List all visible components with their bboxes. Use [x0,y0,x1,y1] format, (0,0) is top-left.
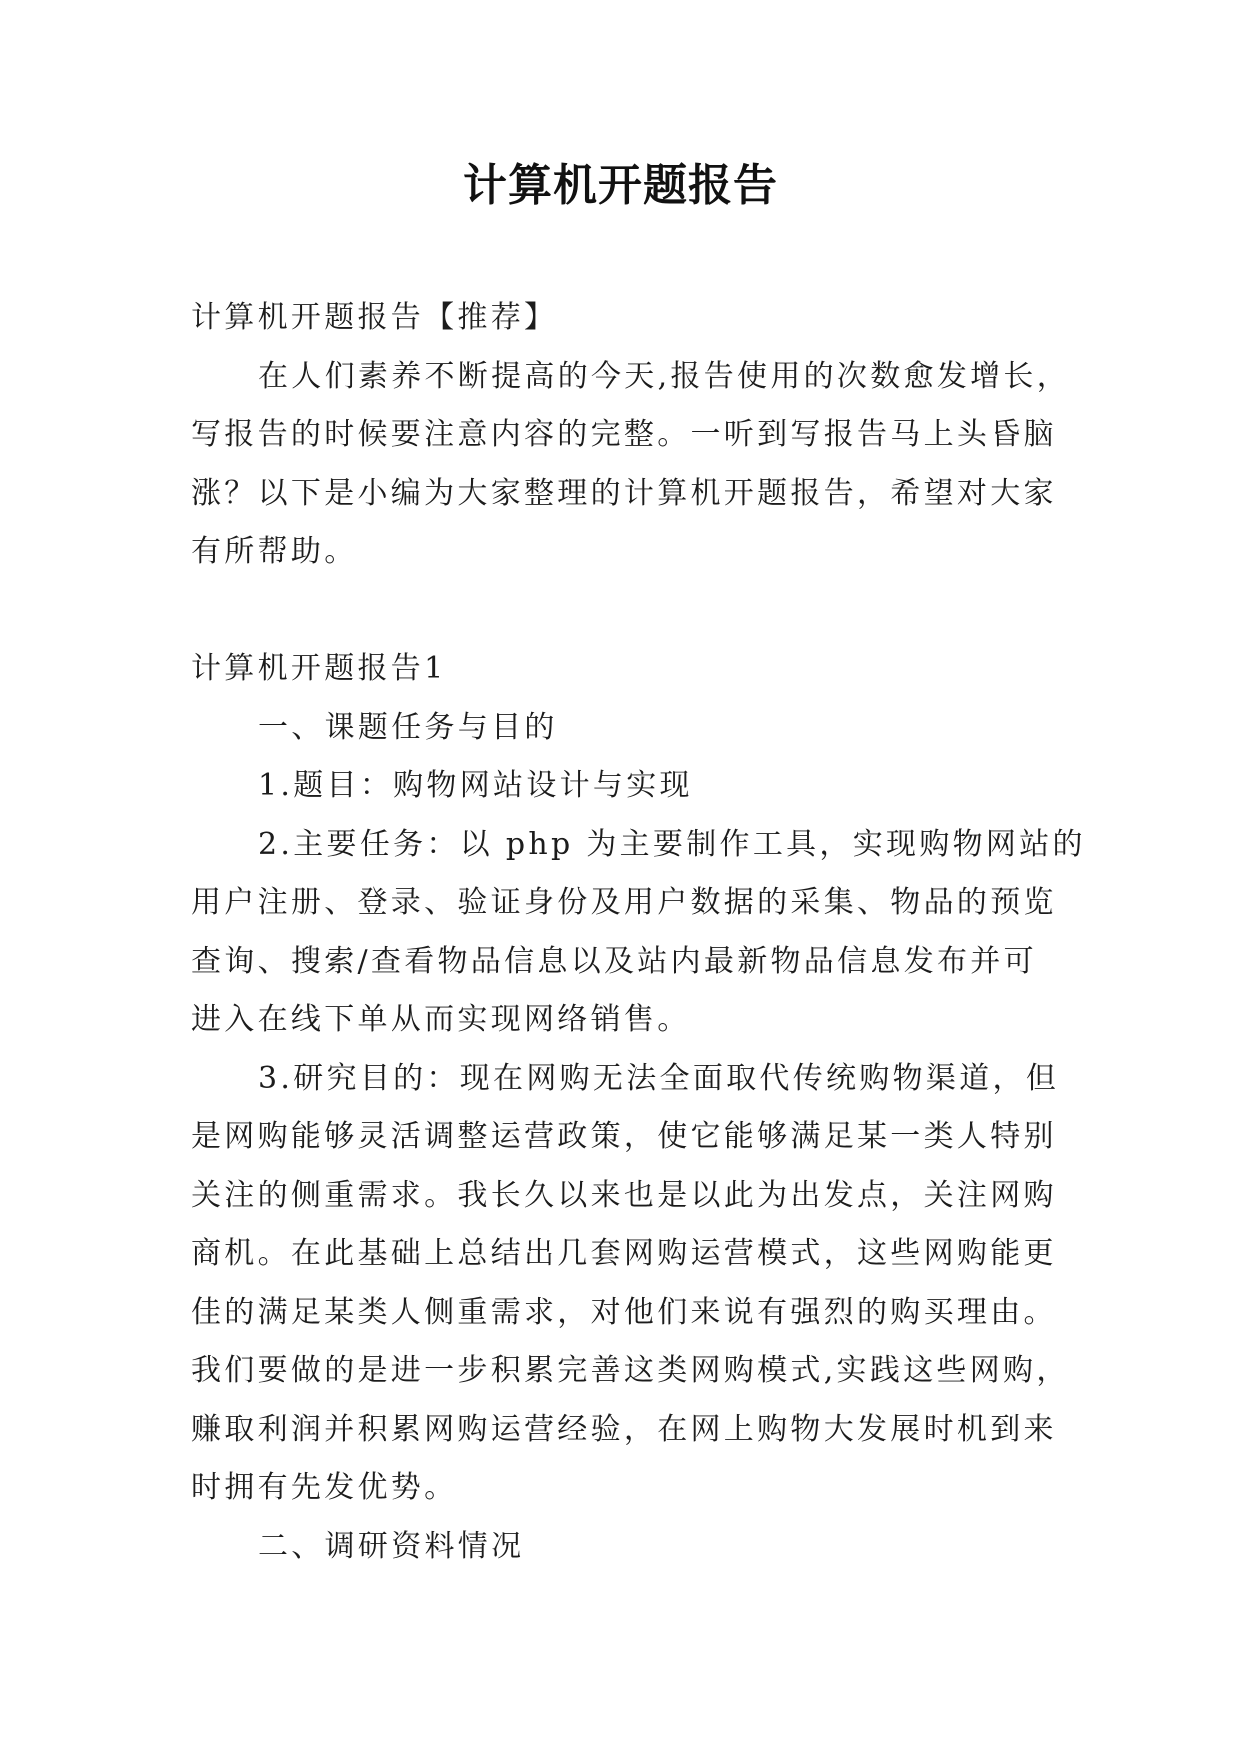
item3-research-purpose-paragraph [191,1050,1131,1518]
intro-line: 有所帮助。 [191,534,358,569]
item3-line: 关注的侧重需求。我长久以来也是以此为出发点，关注网购 [191,1177,1057,1213]
subtitle: 计算机开题报告【推荐】 [191,300,558,335]
section1-heading: 一、课题任务与目的 [258,709,558,745]
item3-line: 赚取利润并积累网购运营经验，在网上购物大发展时机到来 [191,1411,1057,1447]
item3-line: 佳的满足某类人侧重需求，对他们来说有强烈的购买理由。 [191,1294,1057,1330]
item3-line: 我们要做的是进一步积累完善这类网购模式,实践这些网购， [191,1353,1070,1388]
item3-line: 3.研究目的：现在网购无法全面取代传统购物渠道，但 [258,1060,1060,1096]
report1-heading: 计算机开题报告1 [191,651,447,686]
intro-paragraph [191,348,1131,582]
item3-line: 商机。在此基础上总结出几套网购运营模式，这些网购能更 [191,1236,1057,1271]
section2-heading: 二、调研资料情况 [258,1528,525,1564]
intro-line: 涨？以下是小编为大家整理的计算机开题报告，希望对大家 [191,475,1057,511]
item3-line: 时拥有先发优势。 [191,1470,458,1505]
item2-line: 进入在线下单从而实现网络销售。 [191,1002,691,1037]
item2-line: 2.主要任务：以 php 为主要制作工具，实现购物网站的 [258,826,1086,862]
item2-line: 用户注册、登录、验证身份及用户数据的采集、物品的预览 [191,885,1057,920]
intro-line: 在人们素养不断提高的今天,报告使用的次数愈发增长， [258,358,1071,394]
document-title: 计算机开题报告 [463,160,778,211]
item3-line: 是网购能够灵活调整运营政策，使它能够满足某一类人特别 [191,1119,1057,1154]
item1-topic: 1.题目：购物网站设计与实现 [258,768,693,803]
item2-line: 查询、搜索/查看物品信息以及站内最新物品信息发布并可 [191,943,1037,979]
intro-line: 写报告的时候要注意内容的完整。一听到写报告马上头昏脑 [191,417,1057,452]
blank-line [191,582,1131,641]
item2-main-task-paragraph [191,816,1131,1050]
document-body [191,289,1131,1576]
